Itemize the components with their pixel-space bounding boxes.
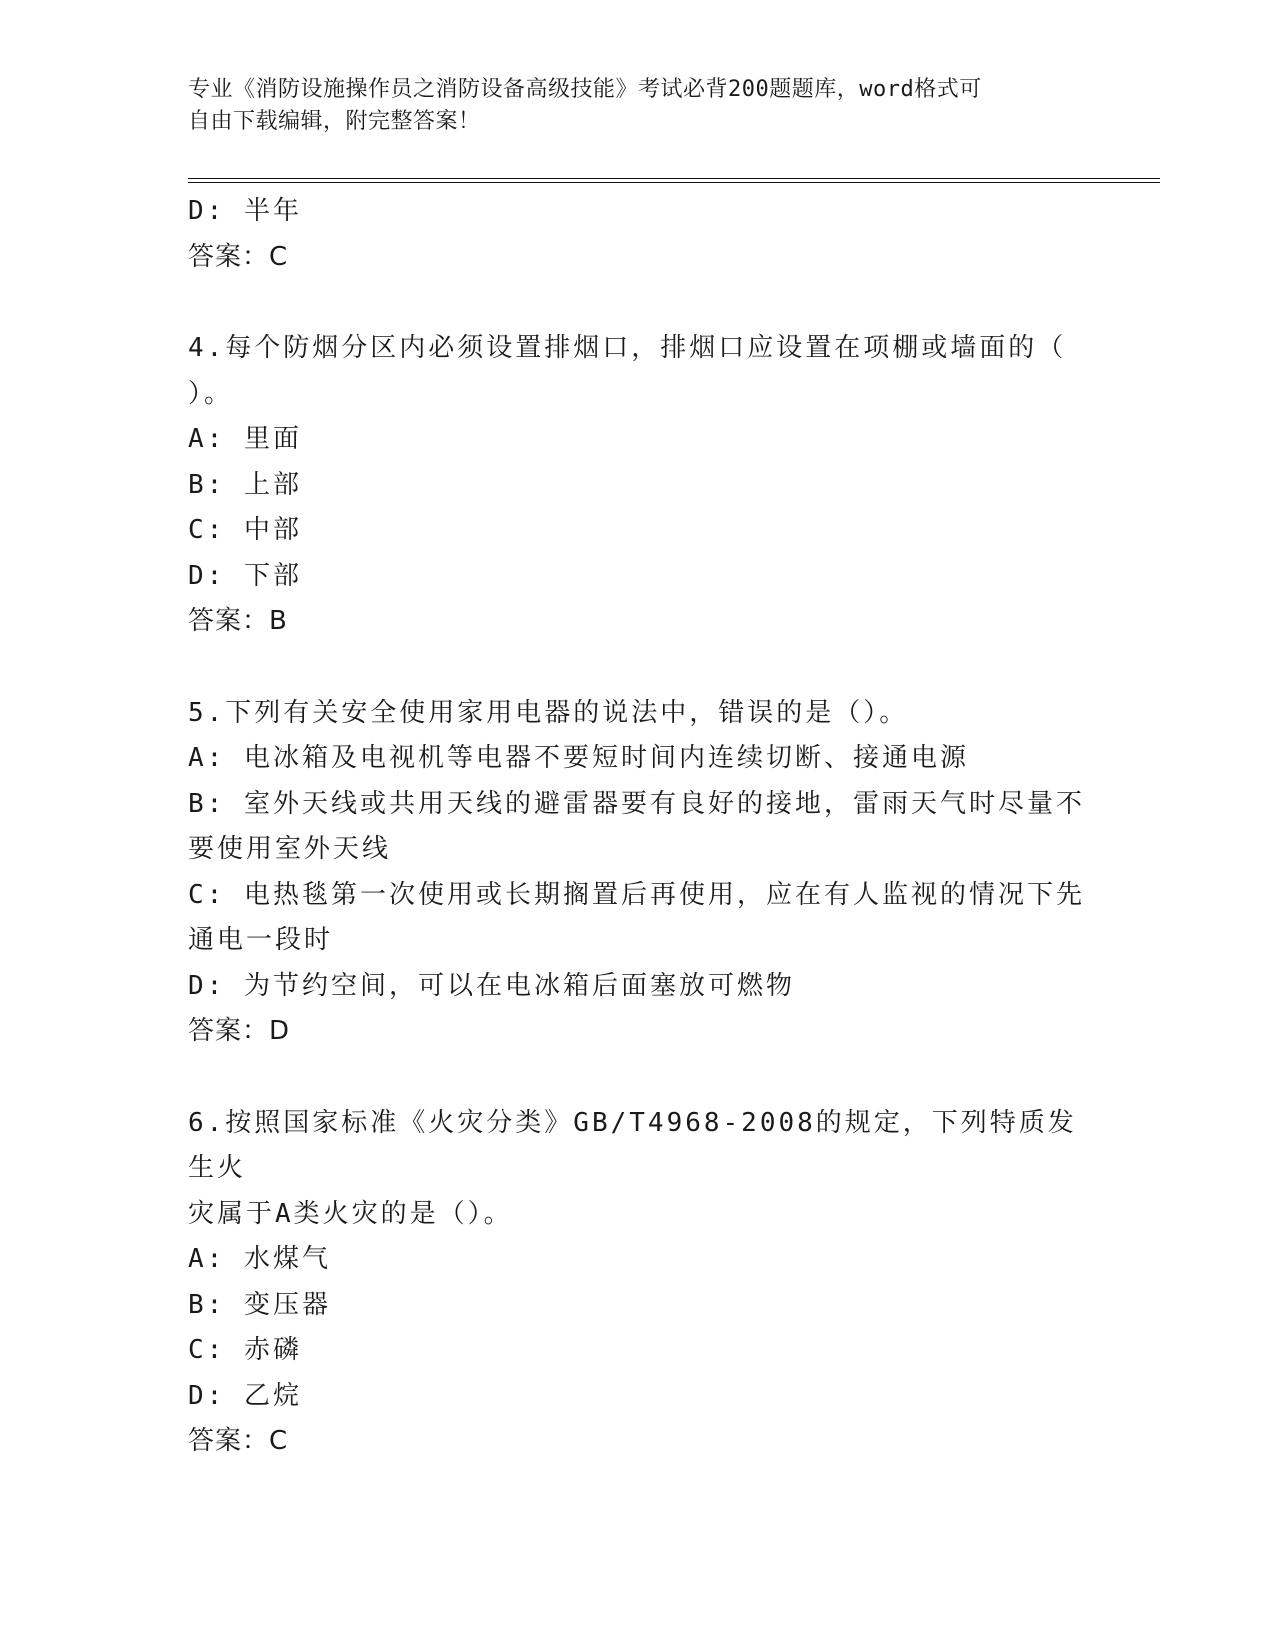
option-c: C: 中部 (188, 515, 302, 545)
option-d: D: 下部 (188, 560, 302, 591)
question-6 (188, 1101, 1088, 1465)
spacer (188, 1055, 1088, 1101)
option-d: D: 乙烷 (188, 1380, 302, 1411)
question-stem: 4.每个防烟分区内必须设置排烟口，排烟口应设置在项棚或墙面的（ (188, 333, 1067, 363)
option-d: D: 为节约空间，可以在电冰箱后面塞放可燃物 (188, 970, 795, 1001)
answer: 答案：C (188, 1426, 289, 1456)
header-line-1: 专业《消防设施操作员之消防设备高级技能》考试必背200题题库，word格式可 (188, 77, 982, 102)
option-c-continued: 通电一段时 (188, 925, 334, 955)
question-stem: 5.下列有关安全使用家用电器的说法中，错误的是（）。 (188, 697, 909, 728)
option-c: C: 赤磷 (188, 1335, 302, 1365)
question-stem: ）。 (188, 378, 234, 409)
question-stem: 6.按照国家标准《火灾分类》GB/T4968-2008的规定，下列特质发生火 (188, 1107, 1077, 1183)
option-b-continued: 要使用室外天线 (188, 834, 392, 864)
option-b: B: 上部 (188, 469, 302, 500)
prev-answer: 答案：C (188, 241, 289, 272)
spacer (188, 645, 1088, 691)
spacer (188, 280, 1088, 326)
prev-option-d: D: 半年 (188, 196, 302, 226)
option-c: C: 电热毯第一次使用或长期搁置后再使用，应在有人监视的情况下先 (188, 879, 1085, 910)
option-a: A: 里面 (188, 424, 302, 454)
answer: 答案：D (188, 1016, 291, 1046)
document-header (188, 74, 1068, 138)
option-a: A: 水煤气 (188, 1244, 331, 1274)
option-b: B: 变压器 (188, 1289, 331, 1320)
question-stem: 灾属于A类火灾的是（）。 (188, 1198, 513, 1229)
option-a: A: 电冰箱及电视机等电器不要短时间内连续切断、接通电源 (188, 743, 969, 773)
question-4 (188, 326, 1088, 645)
header-rule-bottom (188, 182, 1160, 183)
answer: 答案：B (188, 606, 288, 636)
question-list (188, 189, 1088, 1465)
header-line-2: 自由下载编辑，附完整答案！ (188, 109, 481, 134)
question-5 (188, 691, 1088, 1055)
header-rule-top (188, 178, 1160, 179)
option-b: B: 室外天线或共用天线的避雷器要有良好的接地，雷雨天气时尽量不 (188, 788, 1085, 819)
